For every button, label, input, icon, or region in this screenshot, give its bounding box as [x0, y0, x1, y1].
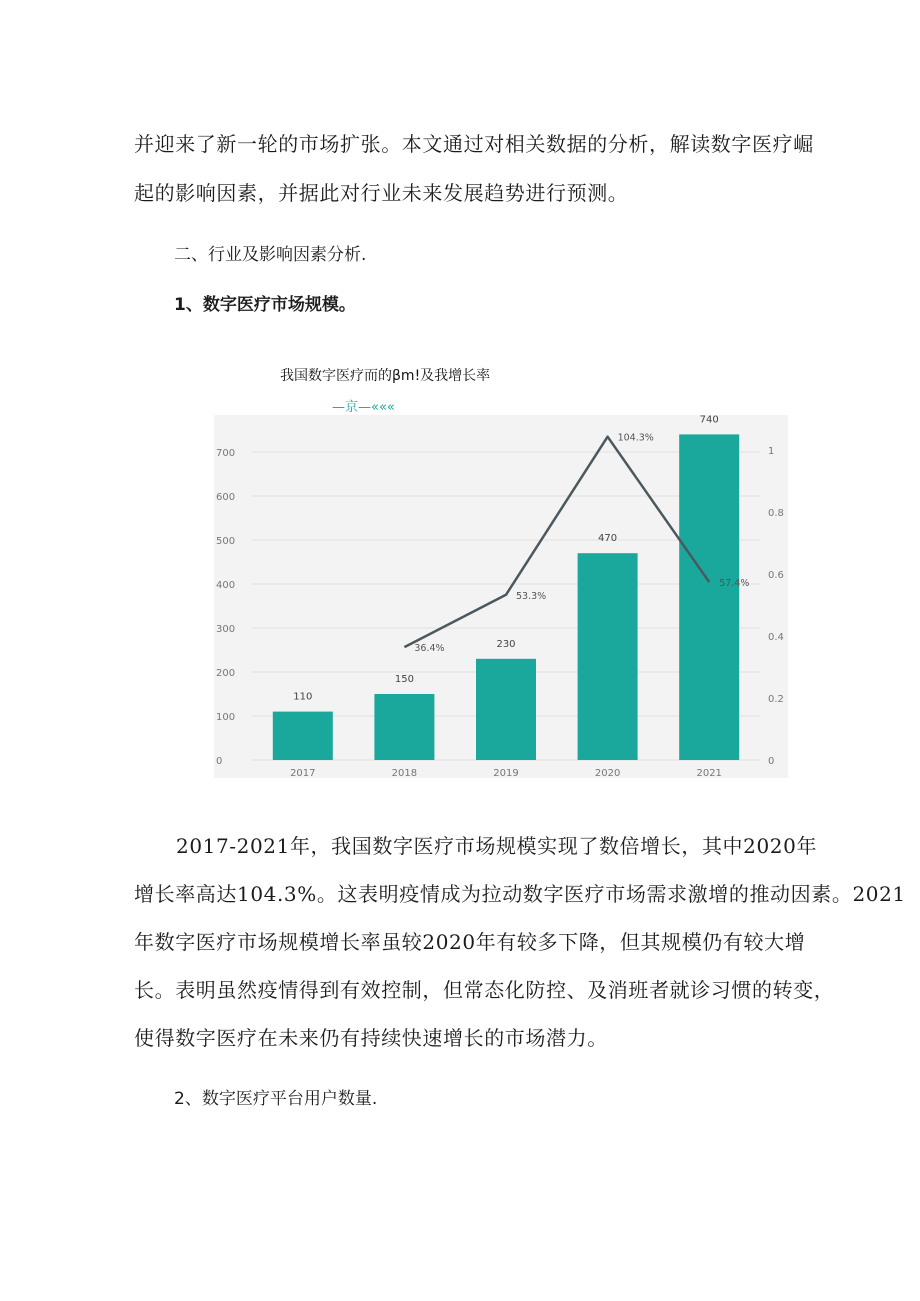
x-tick-label: 2018 [391, 768, 418, 779]
growth-rate-label: 36.4% [414, 643, 445, 655]
body-line-5: 使得数字医疗在未来仍有持续快速增长的市场潜力。 [134, 1026, 608, 1050]
y-left-tick-label: 600 [216, 492, 236, 503]
x-tick-label: 2021 [696, 768, 722, 779]
section-heading: 二、行业及影响因素分析. [174, 245, 367, 265]
y-left-tick-label: 700 [216, 448, 236, 459]
subsection-heading-1: 1、数字医疗市场规模。 [174, 295, 356, 315]
bar-value-label: 230 [496, 638, 516, 650]
y-right-tick-label: 0.4 [768, 632, 784, 643]
bar [374, 694, 434, 760]
growth-rate-label: 57.4% [719, 578, 750, 590]
y-right-tick-label: 0.2 [768, 694, 784, 705]
bar-value-label: 110 [293, 691, 313, 703]
y-left-tick-label: 200 [216, 668, 236, 679]
y-right-tick-label: 1 [768, 446, 775, 457]
growth-rate-label: 104.3% [617, 432, 654, 444]
bar [578, 553, 638, 760]
y-right-tick-label: 0 [768, 756, 775, 767]
y-right-tick-label: 0.6 [768, 570, 784, 581]
subsection-heading-2: 2、数字医疗平台用户数量. [174, 1089, 378, 1109]
bar-value-label: 150 [394, 674, 414, 685]
body-line-1: 2017-2021年，我国数字医疗市场规模实现了数倍增长，其中2020年 [176, 834, 818, 858]
y-left-tick-label: 500 [216, 536, 236, 547]
x-tick-label: 2019 [493, 768, 519, 779]
x-tick-label: 2017 [290, 768, 316, 779]
body-line-2: 增长率高达104.3%。这表明疫情成为拉动数字医疗市场需求激增的推动因素。2021 [134, 882, 906, 906]
body-line-3: 年数字医疗市场规模增长率虽较2020年有较多下降，但其规模仍有较大增 [134, 930, 806, 954]
chart-title: 我国数字医疗而的βm!及我增长率 [280, 368, 491, 384]
bar-value-label: 470 [598, 533, 618, 545]
bar [476, 659, 536, 760]
bar [273, 712, 333, 760]
intro-line-1: 并迎来了新一轮的市场扩张。本文通过对相关数据的分析，解读数字医疗崛 [134, 132, 814, 156]
legend-text: —京—««« [332, 400, 395, 415]
x-tick-label: 2020 [594, 768, 621, 779]
y-left-tick-label: 0 [216, 756, 223, 767]
chart-svg [212, 360, 788, 780]
intro-line-2: 起的影响因素，并据此对行业未来发展趋势进行预测。 [134, 181, 629, 205]
y-left-tick-label: 300 [216, 624, 236, 635]
y-left-tick-label: 100 [216, 712, 236, 723]
y-right-tick-label: 0.8 [768, 508, 784, 519]
chart-container [212, 360, 788, 780]
growth-rate-label: 53.3% [516, 590, 547, 602]
y-left-tick-label: 400 [216, 580, 236, 591]
bar [679, 434, 739, 760]
body-line-4: 长。表明虽然疫情得到有效控制，但常态化防控、及消班者就诊习惯的转变， [134, 978, 835, 1002]
bar-value-label: 740 [699, 414, 719, 426]
